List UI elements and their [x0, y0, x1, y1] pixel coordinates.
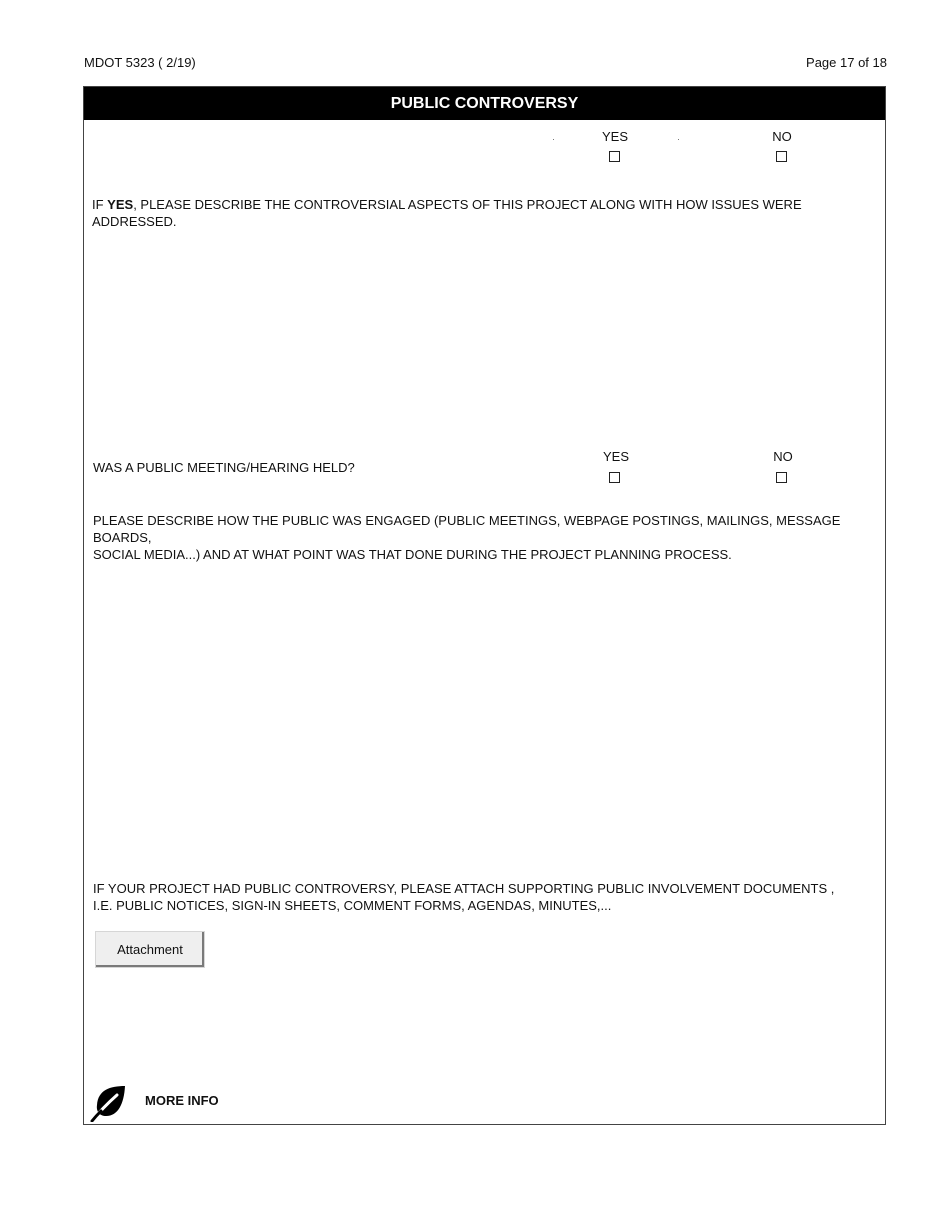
- controversy-describe-prompt: [92, 196, 885, 230]
- field-marker: [678, 139, 679, 140]
- meeting-question: WAS A PUBLIC MEETING/HEARING HELD?: [93, 460, 355, 475]
- meeting-no-checkbox[interactable]: [776, 472, 787, 483]
- controversy-no-checkbox[interactable]: [776, 151, 787, 162]
- controversy-yes-checkbox[interactable]: [609, 151, 620, 162]
- attachment-line2: I.E. PUBLIC NOTICES, SIGN-IN SHEETS, COMMENT FORMS, AGENDAS, MINUTES,...: [93, 898, 612, 913]
- section-title: PUBLIC CONTROVERSY: [84, 87, 885, 120]
- engagement-prompt-line2: SOCIAL MEDIA...) AND AT WHAT POINT WAS THAT DONE DURING THE PROJECT PLANNING PROCESS.: [93, 547, 732, 562]
- prompt-yes-emphasis: YES: [107, 197, 134, 212]
- public-controversy-panel: [83, 86, 886, 1125]
- attachment-instructions: [93, 880, 834, 914]
- controversy-no-label: NO: [772, 129, 792, 144]
- meeting-yes-checkbox[interactable]: [609, 472, 620, 483]
- attachment-line1: IF YOUR PROJECT HAD PUBLIC CONTROVERSY, PLEASE ATTACH SUPPORTING PUBLIC INVOLVEMENT DOCUMENTS ,: [93, 881, 835, 896]
- prompt-rest: , PLEASE DESCRIBE THE CONTROVERSIAL ASPECTS OF THIS PROJECT ALONG WITH HOW ISSUES WERE ADDRESSED.: [92, 197, 802, 229]
- controversy-yes-label: YES: [601, 129, 628, 144]
- meeting-no-label: NO: [773, 449, 793, 464]
- engagement-prompt-line1: PLEASE DESCRIBE HOW THE PUBLIC WAS ENGAGED (PUBLIC MEETINGS, WEBPAGE POSTINGS, MAILINGS, MESSAGE BOARDS,: [93, 513, 841, 545]
- meeting-yes-label: YES: [602, 449, 629, 464]
- more-info-link[interactable]: MORE INFO: [145, 1093, 219, 1108]
- form-id: MDOT 5323 ( 2/19): [84, 55, 196, 70]
- page-number: Page 17 of 18: [806, 55, 887, 70]
- prompt-prefix: IF: [92, 197, 108, 212]
- field-marker: [553, 139, 554, 140]
- leaf-icon[interactable]: [90, 1084, 128, 1122]
- attachment-button[interactable]: Attachment: [95, 931, 205, 968]
- engagement-prompt: [93, 512, 885, 563]
